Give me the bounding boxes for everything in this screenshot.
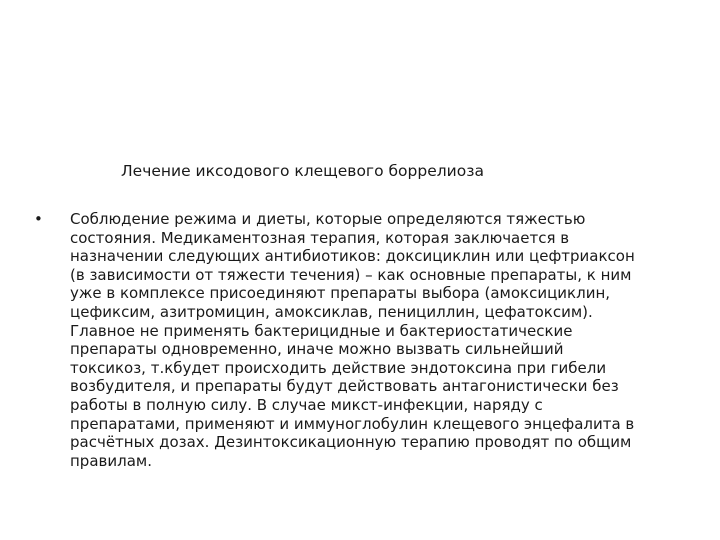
bullet-dot-icon: • [34,210,43,228]
bullet-text-line: возбудителя, и препараты будут действовать антагонистически без [70,377,619,396]
bullet-text [70,210,694,470]
bullet-list [34,210,694,470]
bullet-text-line: Соблюдение режима и диеты, которые определяются тяжестью [70,210,586,228]
bullet-text-line: работы в полную силу. В случае микст-инфекции, наряду с [70,395,543,414]
bullet-text-line: токсикоз, т.кбудет происходить действие эндотоксина при гибели [70,358,607,377]
bullet-text-line: правилам. [70,451,152,470]
bullet-text-line: Главное не применять бактерицидные и бактериостатические [70,321,573,340]
bullet-text-line: расчётных дозах. Дезинтоксикационную терапию проводят по общим [70,433,632,452]
bullet-item [34,210,694,470]
bullet-text-line: уже в комплексе присоединяют препараты выбора (амоксициклин, [70,284,611,303]
bullet-text-line: препаратами, применяют и иммуноглобулин клещевого энцефалита в [70,414,635,433]
slide-title: Лечение иксодового клещевого боррелиоза [121,162,484,180]
bullet-text-line: (в зависимости от тяжести течения) – как основные препараты, к ним [70,265,632,284]
bullet-text-line: назначении следующих антибиотиков: доксициклин или цефтриаксон [70,247,635,266]
bullet-text-line: препараты одновременно, иначе можно вызвать сильнейший [70,340,564,359]
bullet-text-line: цефиксим, азитромицин, амоксиклав, пенициллин, цефатоксим). [70,302,593,321]
bullet-text-line: состояния. Медикаментозная терапия, которая заключается в [70,228,570,247]
